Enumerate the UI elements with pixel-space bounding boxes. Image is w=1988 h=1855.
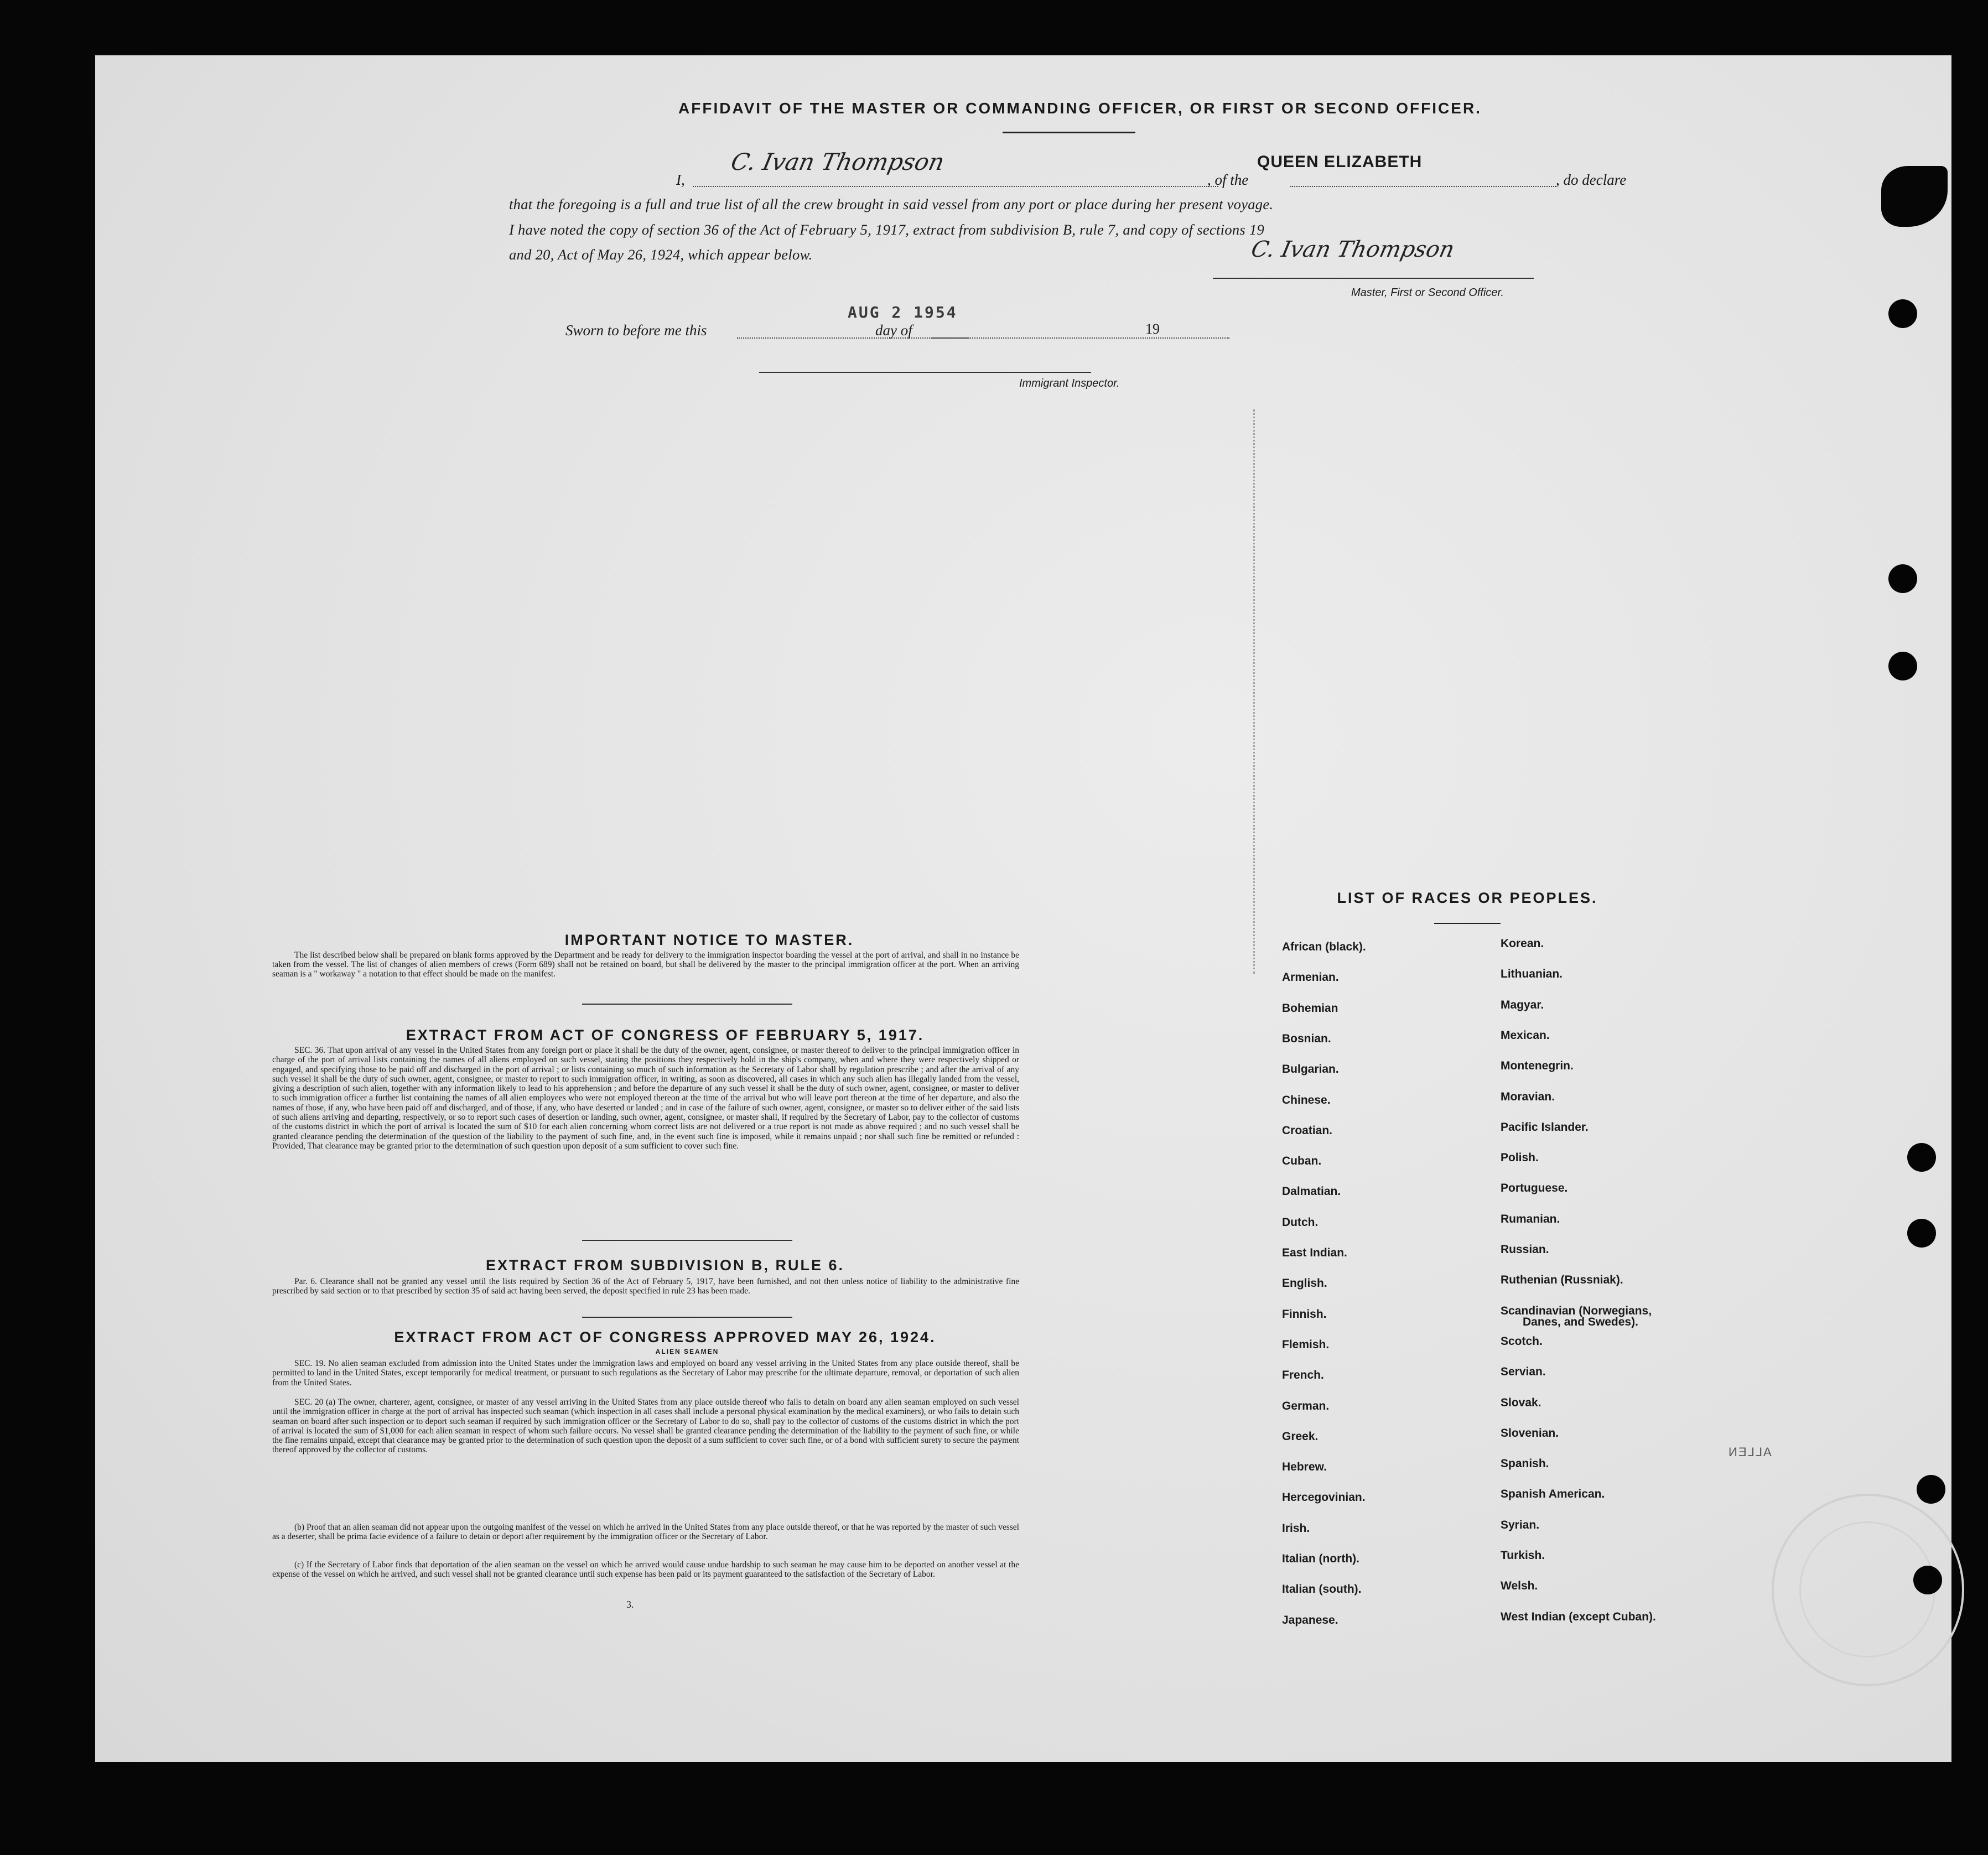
master-signature-1: C. Ivan Thompson [728, 148, 947, 175]
extract-1924-subtitle: ALIEN SEAMEN [655, 1348, 719, 1355]
race-item: Portuguese. [1501, 1182, 1568, 1195]
race-item: Mexican. [1501, 1028, 1550, 1042]
race-item: Japanese. [1282, 1613, 1338, 1627]
notice-divider [582, 1004, 792, 1005]
extract-rule6-divider [582, 1317, 792, 1318]
extract-1924-sec20c: (c) If the Secretary of Labor finds that deportation of the alien seaman on the vessel on which he arrived would cause undue hardship to such seaman he may cause him to be deported on another vessel at the expense of the vessel on which he arrived, and such vessel shall not be granted clearance until such expense has been paid or its payment guaranteed to the satisfaction of the Secretary of Labor. [272, 1560, 1019, 1579]
race-item: Pacific Islander. [1501, 1120, 1589, 1134]
race-item: Dutch. [1282, 1215, 1319, 1229]
embossed-seal-inner [1799, 1521, 1935, 1657]
extract-1924-sec19: SEC. 19. No alien seaman excluded from admission into the United States under the immigration laws and employed on board any vessel arriving in the United States from any place outside thereof, shall be permitted to land in the United States, except temporarily for medical treatment, or pursuant to such regulations as the Secretary of Labor may prescribe for the ultimate departure, removal, or deportation of such alien from the United States. [272, 1359, 1019, 1388]
race-item: Finnish. [1282, 1307, 1327, 1321]
footer-bleed-text [427, 1665, 1257, 1698]
races-title-rule [1434, 923, 1501, 924]
extract-1917-divider [582, 1240, 792, 1241]
race-item: Armenian. [1282, 971, 1339, 984]
race-item: English. [1282, 1277, 1327, 1290]
extract-rule6-text: Par. 6. Clearance shall not be granted any vessel until the lists required by Section 36 of the Act of February 5, 1917, have been furnished, and not then unless notice of liability to the administrative fine prescribed by said section or to that prescribed by section 35 of said act having been served, the deposit specified in rule 23 has been made. [272, 1277, 1019, 1296]
race-item: Magyar. [1501, 998, 1544, 1011]
punch-hole-7 [1913, 1566, 1942, 1594]
date-stamp: AUG 2 1954 [848, 303, 958, 321]
notice-text: The list described below shall be prepared on blank forms approved by the Department and be ready for delivery to the immigration inspector boarding the vessel at the port of arrival, and shall in no instance be taken from the vessel. The list of changes of alien members of crews (Form 689) shall not be retained on board, but shall be delivered by the master to the principal immigration officer at the port. When an arriving seaman is a " workaway " a notation to that effect should be made on the manifest. [272, 950, 1019, 979]
year-prefix: 19 [1145, 321, 1160, 337]
race-item: Cuban. [1282, 1155, 1322, 1168]
punch-hole-4 [1907, 1143, 1936, 1172]
document-page [95, 55, 1951, 1762]
race-item: Spanish. [1501, 1457, 1549, 1471]
extract-1917-title: EXTRACT FROM ACT OF CONGRESS OF FEBRUARY 5, 1917. [406, 1027, 925, 1043]
race-item: Dalmatian. [1282, 1185, 1341, 1198]
race-item: French. [1282, 1369, 1324, 1382]
race-item: Slovak. [1501, 1396, 1541, 1409]
races-title: LIST OF RACES OR PEOPLES. [1337, 890, 1598, 906]
race-item: Bulgarian. [1282, 1063, 1339, 1076]
declaration-line-3: I have noted the copy of section 36 of the Act of February 5, 1917, extract from subdivision B, rule 7, and copy of sections 19 [509, 221, 1265, 238]
race-item: Korean. [1501, 937, 1544, 950]
race-item: Croatian. [1282, 1124, 1333, 1137]
sworn-month-line [931, 337, 1229, 339]
race-item: Spanish American. [1501, 1488, 1605, 1501]
punch-hole-5 [1907, 1219, 1936, 1248]
inspector-signature-line [759, 372, 1091, 373]
title-rule [1003, 132, 1135, 133]
extract-1924-title: EXTRACT FROM ACT OF CONGRESS APPROVED MAY 26, 1924. [394, 1329, 936, 1345]
race-item: Polish. [1501, 1151, 1539, 1165]
race-item: Hercegovinian. [1282, 1491, 1366, 1504]
race-item: German. [1282, 1399, 1330, 1412]
signature-line-1 [693, 186, 1218, 187]
race-item: Hebrew. [1282, 1461, 1327, 1474]
race-item: Lithuanian. [1501, 968, 1563, 981]
notice-title: IMPORTANT NOTICE TO MASTER. [564, 932, 854, 948]
race-item: Russian. [1501, 1243, 1549, 1256]
race-item: Irish. [1282, 1521, 1310, 1535]
races-right-column [1501, 937, 1755, 1690]
day-of-label: day of [875, 322, 912, 339]
of-the-label: , of the [1207, 172, 1249, 188]
race-item: Servian. [1501, 1365, 1546, 1379]
race-item: Moravian. [1501, 1090, 1555, 1103]
race-item: Italian (south). [1282, 1583, 1362, 1596]
race-item: African (black). [1282, 941, 1366, 953]
race-item: Syrian. [1501, 1518, 1540, 1531]
i-label: I, [676, 172, 685, 188]
margin-note: ALLEN [1727, 1445, 1772, 1459]
race-item: Ruthenian (Russniak). [1501, 1274, 1623, 1287]
race-item: Scotch. [1501, 1334, 1543, 1348]
extract-1924-sec20b: (b) Proof that an alien seaman did not appear upon the outgoing manifest of the vessel on which he arrived in the United States from any place outside thereof, or that he was reported by the master of such vessel as a deserter, shall be prima facie evidence of a failure to detain or deport after requirement by the immigration officer or the Secretary of Labor. [272, 1523, 1019, 1542]
do-declare-label: , do declare [1556, 172, 1627, 188]
race-item: Slovenian. [1501, 1426, 1559, 1440]
race-item: Turkish. [1501, 1549, 1545, 1562]
race-item: Chinese. [1282, 1093, 1331, 1106]
race-item: Bosnian. [1282, 1032, 1331, 1045]
race-item: East Indian. [1282, 1246, 1347, 1259]
sworn-label: Sworn to before me this [565, 322, 707, 339]
race-item: Scandinavian (Norwegians, [1501, 1304, 1652, 1317]
extract-1917-text: SEC. 36. That upon arrival of any vessel in the United States from any foreign port or place it shall be the duty of the owner, agent, consignee, or master thereof to deliver to the principal immigration officer in charge of the port of arrival lists containing the names of all aliens employed on such vessel, stating the positions they respectively hold in the ship's company, when and where they were respectively shipped or engaged, and specifying those to be paid off and discharged in the port of arrival ; or lists containing so much of such information as the Secretary of Labor shall by regulation prescribe ; and after the arrival of any such vessel it shall be the duty of such owner, agent, consignee, or master to report to such immigration officer, in writing, as soon as discovered, all cases in which any such alien has illegally landed from the vessel, giving a description of such alien, together with any information likely to lead to his apprehension ; and before the departure of any such vessel it shall be the duty of such owner, agent, consignee, or master to deliver to such immigration officer a further list containing the names of all alien employees who were not employed thereon at the time of the arrival but who will leave port thereon at the time of her departure, and also the names of those, if any, who have been paid off and discharged, and of those, if any, who have deserted or landed ; and in case of the failure of such owner, agent, consignee, or master so to deliver either of the said lists of such aliens arriving and departing, respectively, or so to report such cases of desertion or landing, such owner, agent, consignee, or master shall, if required by the Secretary of Labor, pay to the collector of customs of the customs district in which the port of arrival is located the sum of $10 for each alien concerning whom correct lists are not delivered or a true report is not made as above required ; and no such vessel shall be granted clearance pending the determination of the question of the liability to the payment of such fine, and, in the event such fine is imposed, while it remains unpaid ; nor shall such fine be remitted or refunded : Provided, That clearance may be granted prior to the determination of such question upon deposit of a sum sufficient to cover such fine. [272, 1046, 1019, 1151]
declaration-line-4: and 20, Act of May 26, 1924, which appear below. [509, 246, 813, 263]
extract-1924-sec20a: SEC. 20 (a) The owner, charterer, agent, consignee, or master of any vessel arriving in the United States from any place outside thereof who fails to detain on board any alien seaman employed on such vessel until the immigration officer in charge at the port of arrival has inspected such seaman (which inspection in all cases shall include a personal physical examination by the medical examiners), or who fails to detain such seaman on board after such inspection or to deport such seaman if required by such immigration officer or the Secretary of Labor to do so, shall pay to the collector of customs of the customs district in which the port of arrival is located the sum of $1,000 for each alien seaman in respect of whom such failure occurs. No vessel shall be granted clearance pending the determination of the liability to the payment of such fine, or while the fine remains unpaid, except that clearance may be granted prior to the determination of such question upon the deposit of a sum sufficient to cover such fine, or of a bond with sufficient surety to secure the payment thereof approved by the collector of customs. [272, 1397, 1019, 1455]
race-scandinavian-continued: Danes, and Swedes). [1523, 1316, 1638, 1328]
extract-rule6-title: EXTRACT FROM SUBDIVISION B, RULE 6. [485, 1257, 845, 1274]
bleed-dots-1 [1253, 409, 1258, 974]
declaration-line-2: that the foregoing is a full and true list of all the crew brought in said vessel from any port or place during her present voyage. [509, 196, 1274, 212]
race-item: Rumanian. [1501, 1212, 1560, 1225]
officer-signature-line [1213, 278, 1534, 279]
race-item: Greek. [1282, 1430, 1319, 1443]
race-item: Flemish. [1282, 1338, 1330, 1351]
punch-hole-3 [1888, 652, 1917, 680]
officer-caption: Master, First or Second Officer. [1351, 287, 1504, 299]
vessel-line [1290, 186, 1556, 187]
page-mark: 3. [626, 1599, 634, 1610]
race-item: Montenegrin. [1501, 1059, 1574, 1073]
inspector-caption: Immigrant Inspector. [1019, 377, 1120, 389]
race-item: West Indian (except Cuban). [1501, 1610, 1656, 1623]
master-signature-2: C. Ivan Thompson [1249, 237, 1457, 262]
race-item: Welsh. [1501, 1579, 1538, 1593]
punch-hole-1 [1888, 299, 1917, 328]
race-item: Italian (north). [1282, 1552, 1359, 1565]
vessel-name: QUEEN ELIZABETH [1257, 153, 1423, 171]
races-left-column [1282, 941, 1514, 1693]
race-item: Bohemian [1282, 1001, 1338, 1015]
punch-hole-6 [1917, 1475, 1945, 1504]
punch-hole-2 [1888, 564, 1917, 593]
affidavit-title: AFFIDAVIT OF THE MASTER OR COMMANDING OFFICER, OR FIRST OR SECOND OFFICER. [678, 100, 1482, 117]
